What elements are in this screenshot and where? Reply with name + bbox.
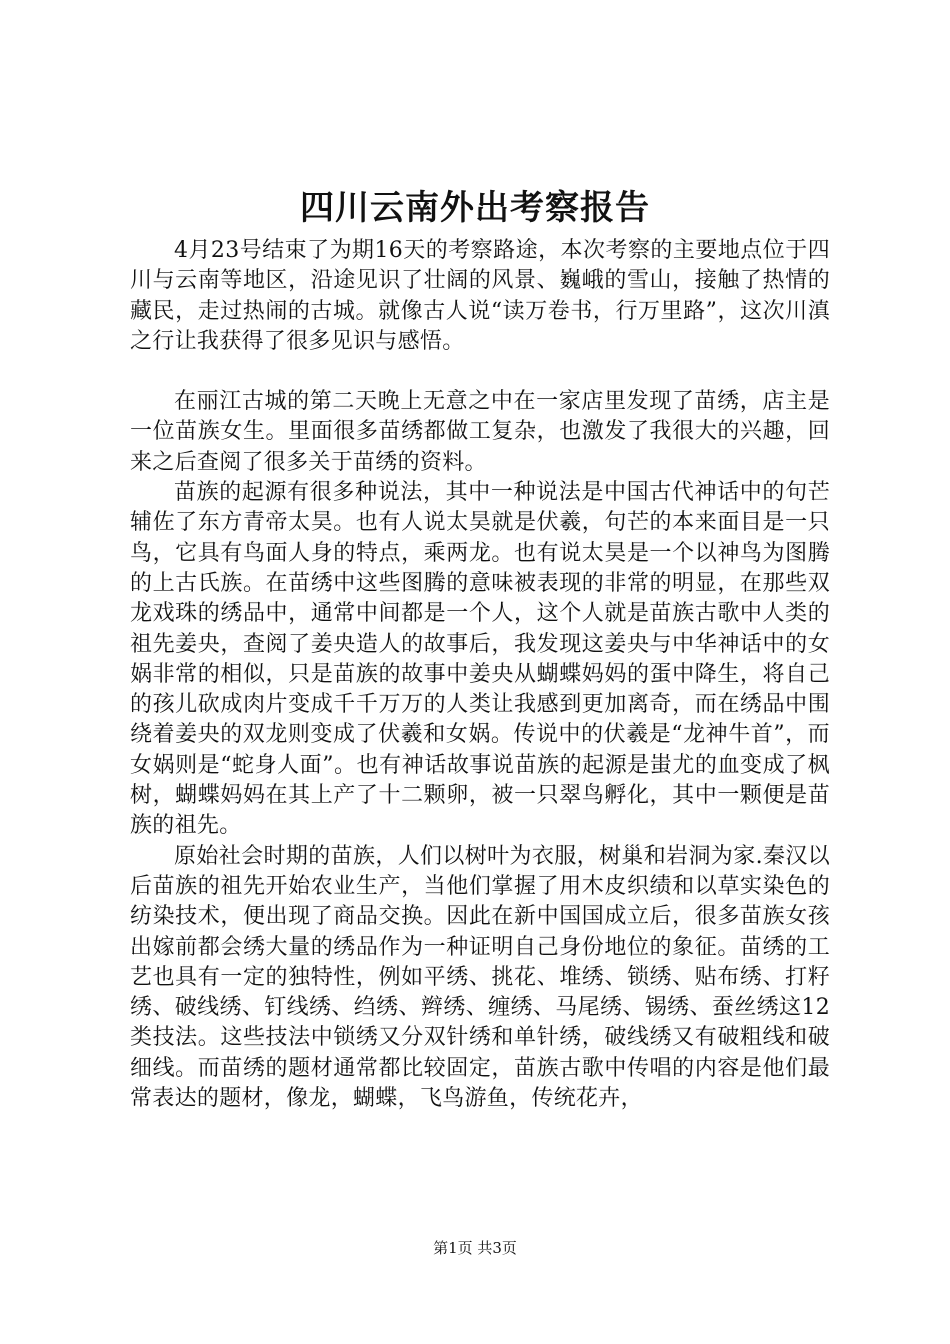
page-number-footer: 第1页 共3页: [433, 1239, 517, 1257]
document-body: [130, 236, 830, 1114]
paragraph-origin: 苗族的起源有很多种说法，其中一种说法是中国古代神话中的句芒辅佐了东方青帝太昊。也有人说太昊就是伏羲，句芒的本来面目是一只鸟，它具有鸟面人身的特点，乘两龙。也有说太昊是一个以神鸟为图腾的上古氏族。在苗绣中这些图腾的意味被表现的非常的明显，在那些双龙戏珠的绣品中，通常中间都是一个人，这个人就是苗族古歌中人类的祖先姜央，查阅了姜央造人的故事后，我发现这姜央与中华神话中的女娲非常的相似，只是苗族的故事中姜央从蝴蝶妈妈的蛋中降生，将自己的孩儿砍成肉片变成千千万万的人类让我感到更加离奇，而在绣品中围绕着姜央的双龙则变成了伏羲和女娲。传说中的伏羲是“龙神牛首”，而女娲则是“蛇身人面”。也有神话故事说苗族的起源是蚩尤的血变成了枫树，蝴蝶妈妈在其上产了十二颗卵，被一只翠鸟孵化，其中一颗便是苗族的祖先。: [130, 480, 830, 839]
document-title: 四川云南外出考察报告: [300, 188, 650, 228]
paragraph-history: 原始社会时期的苗族，人们以树叶为衣服，树巢和岩洞为家.秦汉以后苗族的祖先开始农业生产，当他们掌握了用木皮织绩和以草实染色的纺染技术，便出现了商品交换。因此在新中国国成立后，很多苗族女孩出嫁前都会绣大量的绣品作为一种证明自己身份地位的象征。苗绣的工艺也具有一定的独特性，例如平绣、挑花、堆绣、锁绣、贴布绣、打籽绣、破线绣、钉线绣、绉绣、辫绣、缠绣、马尾绣、锡绣、蚕丝绣这12类技法。这些技法中锁绣又分双针绣和单针绣，破线绣又有破粗线和破细线。而苗绣的题材通常都比较固定，苗族古歌中传唱的内容是他们最常表达的题材，像龙，蝴蝶，飞鸟游鱼，传统花卉，: [130, 843, 830, 1112]
paragraph-lijiang: 在丽江古城的第二天晚上无意之中在一家店里发现了苗绣，店主是一位苗族女生。里面很多苗绣都做工复杂，也激发了我很大的兴趣，回来之后查阅了很多关于苗绣的资料。: [130, 389, 830, 475]
paragraph-intro: 4月23号结束了为期16天的考察路途，本次考察的主要地点位于四川与云南等地区，沿途见识了壮阔的风景、巍峨的雪山，接触了热情的藏民，走过热闹的古城。就像古人说“读万卷书，行万里路”，这次川滇之行让我获得了很多见识与感悟。: [130, 238, 830, 354]
